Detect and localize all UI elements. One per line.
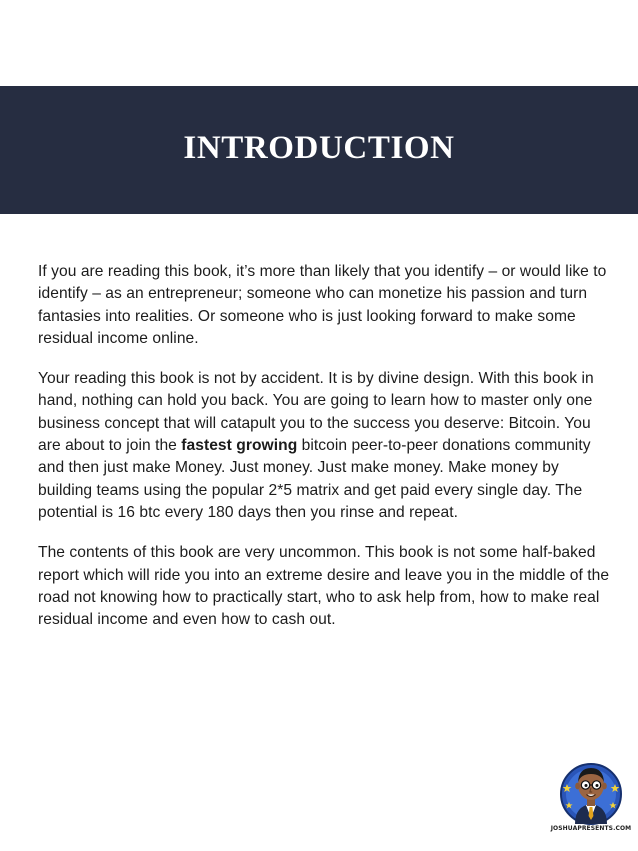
paragraph-2-bold-phrase: fastest growing [181, 437, 298, 455]
paragraph-3: The contents of this book are very uncommon. This book is not some half-baked report which will ride you into an extreme desire and leave you in the middle of the road not knowing how to practically start, who to ask help from, how to make real residual income and even how to cash out. [38, 544, 610, 629]
brand-logo [550, 758, 632, 840]
paragraph-2 [38, 368, 610, 524]
page-title: INTRODUCTION [183, 130, 455, 166]
paragraph-2-text-start: Your reading this book is not by accident. It is by divine design. With this book in hand, nothing can hold you back. You are going to learn how to master only one business concept that will catapult you to the success you deserve: Bitcoin. You are about to join the [38, 370, 594, 455]
paragraph-2-text-end: bitcoin peer-to-peer donations community and then just make Money. Just money. Just make money. Make money by building teams using the popular 2*5 matrix and get paid every single day. The potential is 16 btc every 180 days then you rinse and repeat. [38, 437, 591, 521]
cartoon-man-logo-icon [555, 758, 627, 826]
paragraph-1: If you are reading this book, it’s more than likely that you identify – or would like to identify – as an entrepreneur; someone who can monetize his passion and turn fantasies into realities. Or someone who is just looking forward to make some residual income online. [38, 263, 607, 347]
logo-text: JOSHUAPRESENTS.COM [550, 825, 632, 832]
body-text [38, 261, 610, 631]
